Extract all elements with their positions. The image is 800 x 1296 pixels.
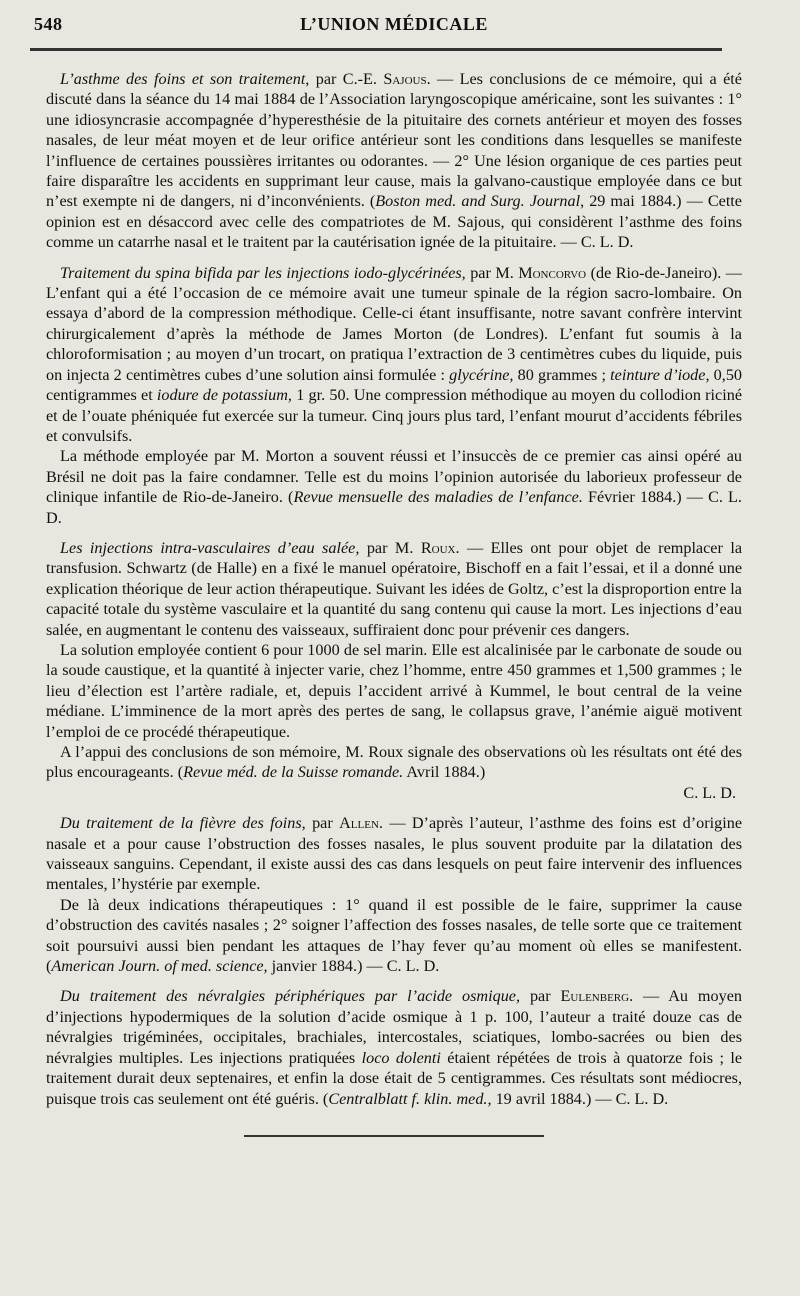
- article-author: Moncorvo: [518, 263, 587, 282]
- article-title: L’asthme des foins et son traitement,: [60, 70, 310, 88]
- article-tail: , 29 mai 1884.) — Cette opinion est en désaccord avec celle des compatriotes de M. Sajous, qui considèrent l’asthme des foins comme un catarrhe nasal et le traitent par la cautérisation ignée de la pituitaire. — C. L. D.: [46, 192, 742, 252]
- article-body: De là deux indications thérapeutiques : 1° quand il est possible de le faire, supprimer la cause d’obstruction des cavités nasales ; 2° soigner l’affection des fosses nasales, de telle sorte que ce traitement soit poursuivi aussi bien pendant les attaques de l’hay fever qu’au moment où elles se manifestent. (: [46, 895, 742, 976]
- author-prefix: par M.: [359, 538, 421, 557]
- article-paragraph: [46, 895, 742, 977]
- article-author: Roux: [420, 538, 456, 557]
- article-paragraph: [46, 813, 742, 895]
- article-osmic-acid: [46, 986, 742, 1108]
- formula-glycerine: glycérine,: [449, 365, 514, 384]
- article-body: . — Au moyen d’injections hypodermiques de la solution d’acide osmique à 1 p. 100, l’auteur a traité douze cas de névralgies trigéminées, occipitales, brachiales, intercostales, sciatiques, lombo-sacrées ou bien des névralgies multiples. Les injections pratiquées: [46, 987, 742, 1067]
- journal-reference: Revue méd. de la Suisse romande.: [183, 763, 404, 782]
- journal-reference: Centralblatt f. klin. med.,: [328, 1089, 492, 1108]
- header-rule: [30, 48, 722, 51]
- article-spina-bifida: [46, 263, 742, 528]
- journal-reference: Boston med. and Surg. Journal: [375, 192, 581, 211]
- page-header: [34, 14, 742, 44]
- article-paragraph: [46, 69, 742, 253]
- article-tail: janvier 1884.) — C. L. D.: [267, 957, 440, 976]
- formula-potassium: iodure de potassium,: [156, 386, 292, 405]
- formula-iodine: teinture d’iode,: [610, 365, 710, 384]
- article-author: Eulenberg: [560, 987, 630, 1006]
- article-saline-injections: [46, 538, 742, 803]
- article-paragraph: [46, 538, 742, 640]
- article-body: 1 gr. 50. Une compression méthodique au moyen du collodion riciné et de l’ouate phéniquée fut exercée sur la tumeur. Cinq jours plus tard, l’enfant mourut d’accidents fébriles et convulsifs.: [46, 386, 742, 445]
- article-paragraph: [46, 742, 742, 803]
- journal-reference: American Journ. of med. science,: [51, 957, 268, 976]
- article-hay-fever-treatment: [46, 813, 742, 976]
- author-prefix: par: [305, 814, 340, 833]
- article-title: Du traitement des névralgies périphériques par l’acide osmique,: [60, 987, 521, 1006]
- article-tail: Avril 1884.): [403, 763, 486, 782]
- article-body: A l’appui des conclusions de son mémoire, M. Roux signale des observations où les résultats ont été des plus encourageants. (: [46, 743, 742, 782]
- running-title: L’UNION MÉDICALE: [300, 14, 488, 34]
- author-prefix: par M.: [465, 263, 519, 282]
- formula-qty: 0,50 centigrammes et: [46, 365, 743, 405]
- formula-qty: 80 grammes ;: [513, 365, 611, 384]
- journal-reference: Revue mensuelle des maladies de l’enfance.: [293, 488, 583, 507]
- page-number: 548: [34, 14, 63, 34]
- latin-phrase: loco dolenti: [361, 1048, 441, 1067]
- article-body: . — D’après l’auteur, l’asthme des foins est d’origine nasale et a pour cause l’obstruction des fosses nasales, le plus souvent produite par la dilatation des vaisseaux sanguins. Cependant, il existe aussi des cas dans lesquels on peut faire intervenir des influences mentales, l’hystérie par exemple.: [46, 814, 742, 894]
- article-paragraph: [46, 986, 742, 1108]
- article-body: étaient répétées de trois à quatorze fois ; le traitement durait deux septenaires, et enfin la dose était de 5 centigrammes. Ces résultats sont médiocres, puisque trois cas seulement ont été guéris. (: [46, 1048, 743, 1108]
- article-body: La solution employée contient 6 pour 1000 de sel marin. Elle est alcalinisée par le carbonate de soude ou la soude caustique, et la quantité à injecter varie, chez l’homme, entre 450 grammes et 1,500 grammes ; le lieu d’élection est l’artère radiale, et, depuis l’accident arrivé à Kummel, le bout central de la veine médiane. L’imminence de la mort après des pertes de sang, le collapsus grave, l’anémie aiguë motivent l’emploi de ce procédé thérapeutique.: [46, 640, 742, 741]
- article-title: Traitement du spina bifida par les injections iodo-glycérinées,: [60, 263, 466, 282]
- article-author: C.-E. Sajous: [342, 70, 427, 88]
- article-paragraph: [46, 640, 742, 742]
- article-body: . — Les conclusions de ce mémoire, qui a été discuté dans la séance du 14 mai 1884 de l’Association laryngoscopique américaine, sont les suivantes : 1° une idiosyncrasie accompagnée d’hyperesthésie de la pituitaire des cornets antérieur et moyen des fosses nasales, de leur méat moyen et de leur orifice antérieur sont les conditions dans lesquelles se manifeste l’influence de certaines poussières irritantes ou odorantes. — 2° Une lésion organique de ces parties peut faire disparaître les accidents en supprimant leur cause, mais la galvano-caustique employée dans ce but n’est exempte ni de dangers, ni d’inconvénients. (: [46, 70, 742, 211]
- article-author: Allen: [339, 814, 379, 833]
- author-prefix: par: [309, 70, 343, 88]
- article-body: La méthode employée par M. Morton a souvent réussi et l’insuccès de ce premier cas ainsi opéré au Brésil ne doit pas la faire condamner. Telle est du moins l’opinion autorisée du laborieux professeur de clinique infantile de Rio-de-Janeiro. (: [46, 447, 742, 507]
- end-rule: [244, 1135, 544, 1137]
- article-hay-fever-asthma: [46, 69, 742, 253]
- article-paragraph: [46, 263, 742, 447]
- article-body: (de Rio-de-Janeiro). — L’enfant qui a été l’occasion de ce mémoire avait une tumeur spinale de la région sacro-lombaire. On essaya d’abord de la compression méthodique. Celle-ci étant insuffisante, notre savant confrère intervint chirurgicalement d’après la méthode de James Morton (de Londres). L’enfant fut soumis à la chloroformisation ; au moyen d’un trocart, on pratiqua l’extraction de 3 centimètres cubes du liquide, puis on injecta 2 centimètres cubes d’une solution ainsi formulée :: [46, 263, 742, 384]
- article-paragraph: [46, 446, 742, 528]
- article-signature: C. L. D.: [683, 783, 736, 802]
- article-column: [46, 69, 742, 1109]
- article-tail: Février 1884.) — C. L. D.: [46, 488, 742, 527]
- author-prefix: par: [520, 987, 561, 1006]
- article-title: Les injections intra-vasculaires d’eau salée,: [60, 538, 360, 557]
- article-tail: 19 avril 1884.) — C. L. D.: [491, 1089, 669, 1108]
- article-body: . — Elles ont pour objet de remplacer la transfusion. Schwartz (de Halle) en a fixé le manuel opératoire, Bischoff en a fait l’essai, et il a donné une explication théorique de leur action thérapeutique. Suivant les idées de Goltz, c’est la disproportion entre la capacité totale du système vasculaire et la quantité du sang contenu qui cause la mort. Les injections d’eau salée, en augmentant le contenu des vaisseaux, suffiraient donc pour prévenir ces dangers.: [46, 538, 743, 639]
- article-title: Du traitement de la fièvre des foins,: [60, 814, 306, 833]
